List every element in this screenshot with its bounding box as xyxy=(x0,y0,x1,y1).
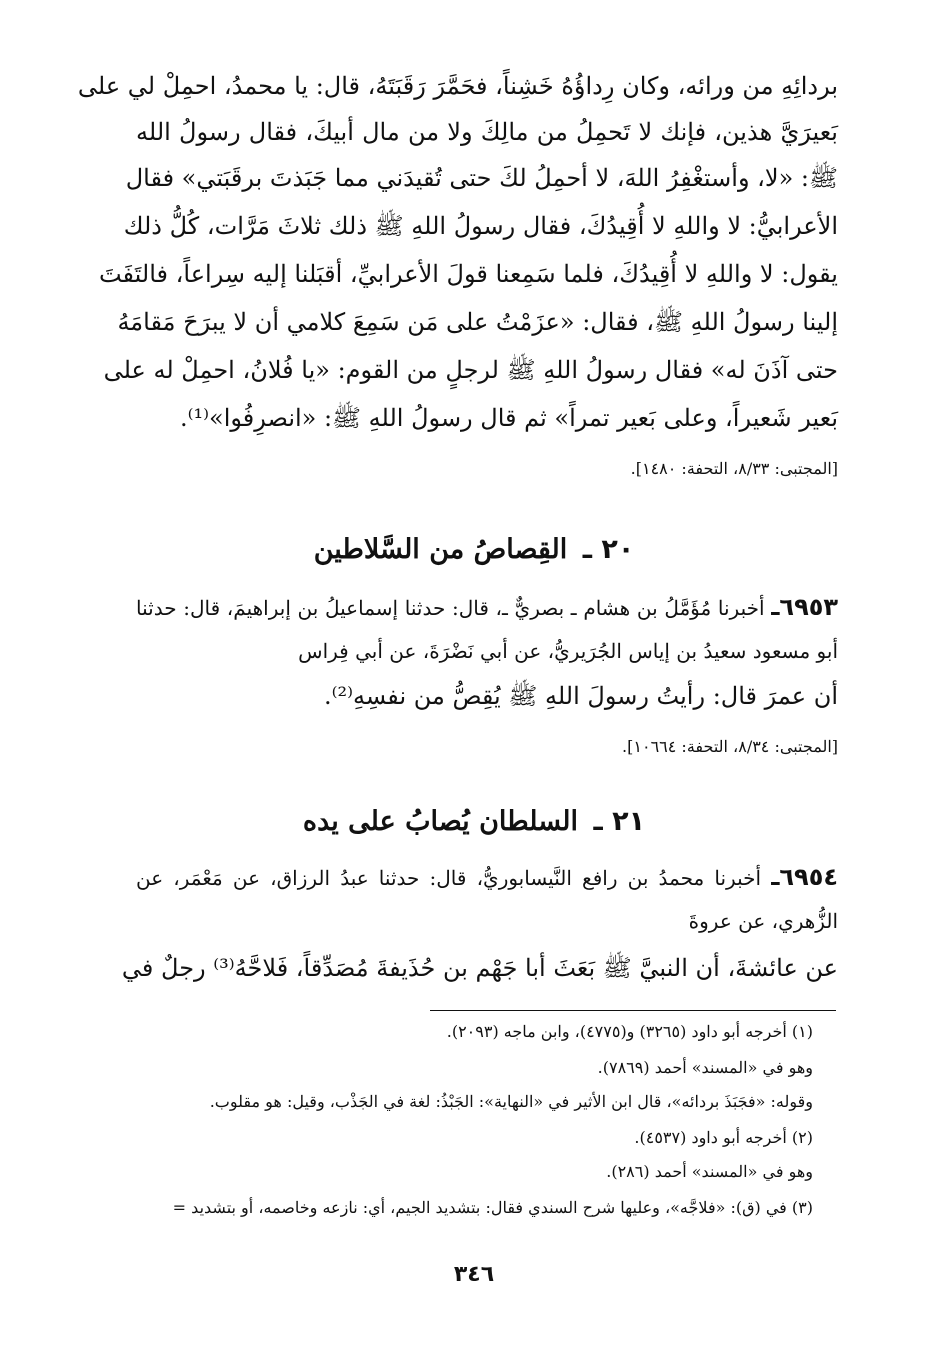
hadith-line xyxy=(136,590,838,624)
footnote: وهو في «المسند» أحمد (٢٨٦). xyxy=(606,1162,813,1181)
hadith-text: أخبرنا محمدُ بن رافع النَّيسابوريُّ، قال: حدثنا عبدُ الرزاق، عن مَعْمَر، عن xyxy=(136,866,762,890)
section-number: ٢٠ ـ xyxy=(582,534,635,565)
body-line: حتى آذَنَ له» فقال رسولُ اللهِ ﷺ لرجلٍ من القوم: «يا فُلانُ، احمِلْ له على xyxy=(103,356,838,384)
footnote: وهو في «المسند» أحمد (٧٨٦٩). xyxy=(597,1058,813,1077)
section-heading xyxy=(0,530,948,570)
reference-note: [المجتبى: ٨/٣٤، التحفة: ١٠٦٦٤]. xyxy=(622,737,838,756)
footnote: (٢) أخرجه أبو داود (٤٥٣٧). xyxy=(634,1128,813,1147)
body-line: بَعير شَعيراً، وعلى بَعير تمراً» ثم قال رسولُ اللهِ ﷺ: «انصرِفُوا»⁽¹⁾. xyxy=(179,404,838,432)
footnote: (٣) في (ق): «فلاجَّه»، وعليها شرح السندي فقال: بتشديد الجيم، أي: نازعه وخاصمه، أو بتشديد = xyxy=(172,1198,813,1217)
body-line: يقول: لا واللهِ لا أُقِيدُكَ، فلما سَمِعنا قولَ الأعرابيِّ، أقبَلنا إليه سِراعاً، فالتَفَتَ xyxy=(98,260,838,288)
footnote-divider xyxy=(430,1010,836,1011)
hadith-matn: عن عائشةَ، أن النبيَّ ﷺ بَعَثَ أبا جَهْم بن حُذَيفةَ مُصَدِّقاً، فَلاحَّهُ⁽³⁾ رجلٌ في xyxy=(121,954,838,982)
hadith-line xyxy=(136,860,838,894)
footnote: (١) أخرجه أبو داود (٣٢٦٥) و(٤٧٧٥)، وابن ماجه (٢٠٩٣). xyxy=(446,1022,813,1041)
hadith-line: أبو مسعود سعيدُ بن إياس الجُرَيريُّ، عن أبي نَضْرَةَ، عن أبي فِراس xyxy=(298,639,838,663)
body-line: إلينا رسولُ اللهِ ﷺ، فقال: «عزَمْتُ على مَن سَمِعَ كلامي أن لا يبرَحَ مَقامَهُ xyxy=(117,308,838,336)
body-line: الأعرابيُّ: لا واللهِ لا أُقِيدُكَ، فقال رسولُ اللهِ ﷺ ذلك ثلاثَ مَرَّات، كُلُّ ذلك xyxy=(123,212,838,240)
body-line: بردائِهِ من ورائه، وكان رِداؤُهُ خَشِناً، فحَمَّرَ رَقَبَتَهُ، قال: يا محمدُ، احمِلْ لي على xyxy=(77,72,838,100)
page-number: ٣٤٦ xyxy=(453,1262,495,1287)
hadith-text: أخبرنا مُؤَمَّلُ بن هشام ـ بصريٌّ ـ، قال: حدثنا إسماعيلُ بن إبراهيمَ، قال: حدثنا xyxy=(136,596,765,620)
body-line: بَعيرَيَّ هذين، فإنك لا تَحمِلُ من مالِكَ ولا من مال أبيكَ، فقال رسولُ الله xyxy=(136,118,838,146)
section-heading xyxy=(0,802,948,842)
section-title: القِصاصُ من السَّلاطين xyxy=(313,534,568,565)
hadith-number: ٦٩٥٣ـ xyxy=(771,593,839,621)
body-line: ﷺ: «لا، وأستغْفِرُ اللهَ، لا أحمِلُ لكَ حتى تُقيدَني مما جَبَذتَ برقَبَتي» فقال xyxy=(125,164,838,192)
hadith-number: ٦٩٥٤ـ xyxy=(771,863,838,891)
reference-note: [المجتبى: ٨/٣٣، التحفة: ١٤٨٠]. xyxy=(630,459,838,478)
hadith-line: الزُّهري، عن عروةَ xyxy=(688,909,838,933)
hadith-matn: أن عمرَ قال: رأيتُ رسولَ اللهِ ﷺ يُقِصُّ من نفسِهِ⁽²⁾. xyxy=(323,682,838,710)
footnote: وقوله: «فجَبَذَ بردائه»، قال ابن الأثير في «النهاية»: الجَبْذُ: لغة في الجَذْب، وقيل: هو مقلوب. xyxy=(209,1092,813,1111)
section-title: السلطان يُصابُ على يده xyxy=(302,806,579,837)
section-number: ٢١ ـ xyxy=(593,806,646,837)
